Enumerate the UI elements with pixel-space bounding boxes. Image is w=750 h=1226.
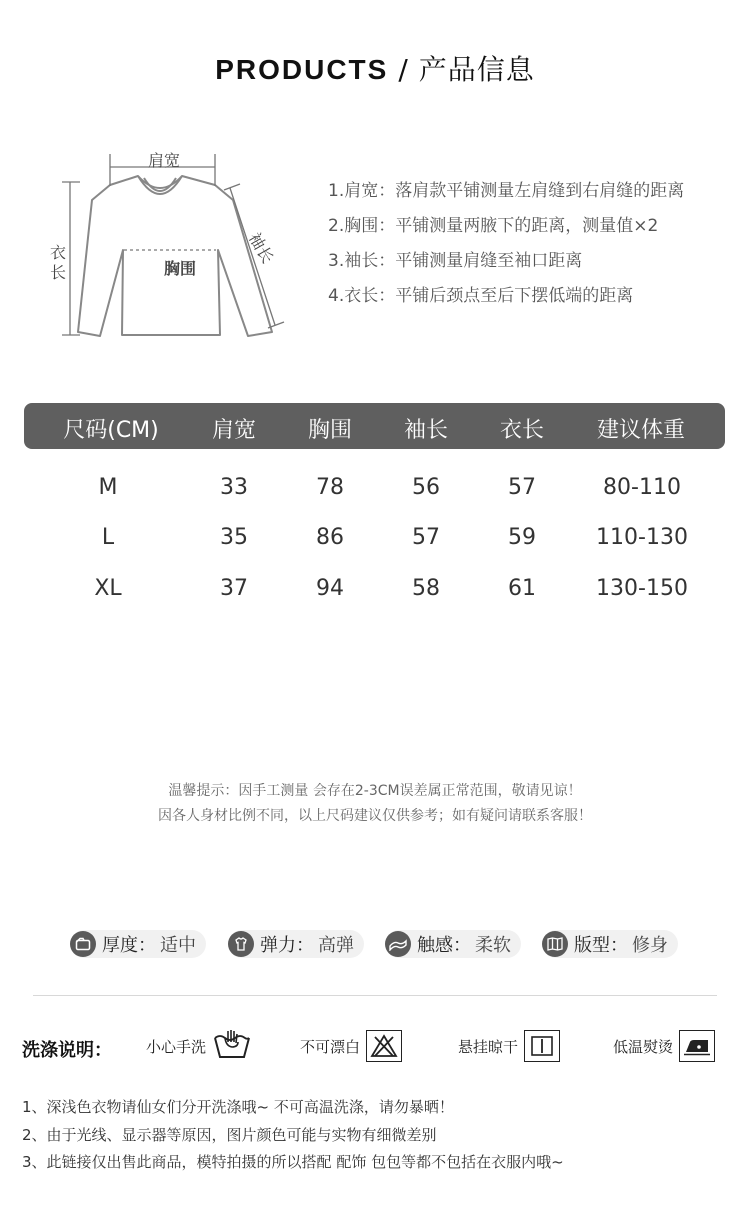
footnote-color-difference: 2、由于光线、显示器等原因，图片颜色可能与实物有细微差别	[22, 1126, 437, 1144]
property-name: 版型	[574, 935, 610, 956]
note-sleeve: 3.袖长：平铺测量肩缝至袖口距离	[328, 251, 583, 271]
property-value: 高弹	[318, 935, 354, 956]
cell-weight: 80-110	[603, 475, 681, 500]
page-title	[0, 48, 750, 88]
diagram-label-length-bottom: 长	[50, 263, 67, 282]
wash-label: 不可漂白	[300, 1037, 361, 1056]
note-shoulder: 1.肩宽：落肩款平铺测量左肩缝到右肩缝的距离	[328, 181, 685, 201]
header-length: 衣长	[499, 418, 545, 443]
title-separator: /	[398, 53, 409, 86]
touch-icon	[385, 931, 411, 957]
wash-title: 洗涤说明：	[22, 1040, 112, 1061]
elasticity-icon	[228, 931, 254, 957]
header-sleeve: 袖长	[403, 418, 449, 443]
cell-length: 57	[508, 475, 536, 500]
property-value: 柔软	[475, 935, 511, 956]
wash-label: 小心手洗	[146, 1037, 207, 1056]
cell-sleeve: 57	[412, 525, 440, 550]
diagram-label-chest: 胸围	[164, 259, 197, 278]
note-chest: 2.胸围：平铺测量两腋下的距离，测量值×2	[328, 216, 659, 236]
cell-chest: 94	[316, 576, 344, 601]
wash-item-low-iron	[613, 1028, 715, 1064]
cell-size: XL	[94, 576, 122, 601]
cell-size: M	[98, 475, 118, 500]
footnote-wash-care: 1、深浅色衣物请仙女们分开洗涤哦~ 不可高温洗涤，请勿暴晒！	[22, 1098, 454, 1116]
thickness-icon	[70, 931, 96, 957]
header-size: 尺码(CM)	[63, 418, 159, 443]
table-row	[24, 576, 725, 616]
cell-shoulder: 35	[220, 525, 248, 550]
property-name: 触感	[417, 935, 453, 956]
cell-chest: 86	[316, 525, 344, 550]
header-shoulder: 肩宽	[211, 418, 257, 443]
section-divider	[33, 995, 717, 996]
property-thickness	[70, 929, 206, 959]
low-iron-icon	[679, 1030, 715, 1062]
property-colon: ：	[296, 935, 314, 956]
title-cn: 产品信息	[418, 53, 535, 86]
property-value: 适中	[160, 935, 196, 956]
header-weight: 建议体重	[596, 418, 686, 443]
size-table-header	[24, 403, 725, 449]
cell-length: 61	[508, 576, 536, 601]
no-bleach-icon	[366, 1030, 402, 1062]
property-colon: ：	[138, 935, 156, 956]
measurement-notes	[328, 178, 684, 318]
wash-item-hand-wash	[146, 1028, 252, 1064]
table-row	[24, 475, 725, 515]
measurement-diagram	[40, 140, 300, 350]
hang-dry-icon	[524, 1030, 560, 1062]
cell-sleeve: 58	[412, 576, 440, 601]
property-value: 修身	[632, 935, 668, 956]
title-en: PRODUCTS	[215, 54, 389, 85]
property-name: 厚度	[102, 935, 138, 956]
wash-label: 悬挂晾干	[458, 1037, 519, 1056]
cell-weight: 130-150	[596, 576, 688, 601]
property-touch	[385, 929, 521, 959]
hand-wash-icon	[212, 1028, 252, 1064]
cell-length: 59	[508, 525, 536, 550]
tip-measurement-error: 温馨提示：因手工测量 会存在2-3CM误差属正常范围，敬请见谅！	[168, 783, 582, 799]
wash-item-no-bleach	[300, 1028, 402, 1064]
footnote-accessories: 3、此链接仅出售此商品，模特拍摄的所以搭配 配饰 包包等都不包括在衣服内哦~	[22, 1153, 564, 1171]
note-length: 4.衣长：平铺后颈点至后下摆低端的距离	[328, 286, 634, 306]
cell-shoulder: 37	[220, 576, 248, 601]
diagram-label-sleeve: 袖长	[244, 229, 278, 267]
diagram-label-shoulder: 肩宽	[148, 151, 181, 170]
tip-size-reference: 因各人身材比例不同，以上尺码建议仅供参考；如有疑问请联系客服！	[158, 808, 592, 824]
cell-shoulder: 33	[220, 475, 248, 500]
cell-weight: 110-130	[596, 525, 688, 550]
property-colon: ：	[453, 935, 471, 956]
table-row	[24, 525, 725, 565]
property-elasticity	[228, 929, 364, 959]
wash-instructions	[0, 1028, 750, 1068]
cell-chest: 78	[316, 475, 344, 500]
property-colon: ：	[610, 935, 628, 956]
cell-sleeve: 56	[412, 475, 440, 500]
property-fit	[542, 929, 678, 959]
cell-size: L	[101, 525, 115, 550]
fit-icon	[542, 931, 568, 957]
wash-label: 低温熨烫	[613, 1037, 674, 1056]
wash-item-hang-dry	[458, 1028, 560, 1064]
diagram-label-length-top: 衣	[50, 243, 67, 262]
fabric-properties	[0, 929, 750, 959]
header-chest: 胸围	[307, 418, 353, 443]
property-name: 弹力	[260, 935, 296, 956]
